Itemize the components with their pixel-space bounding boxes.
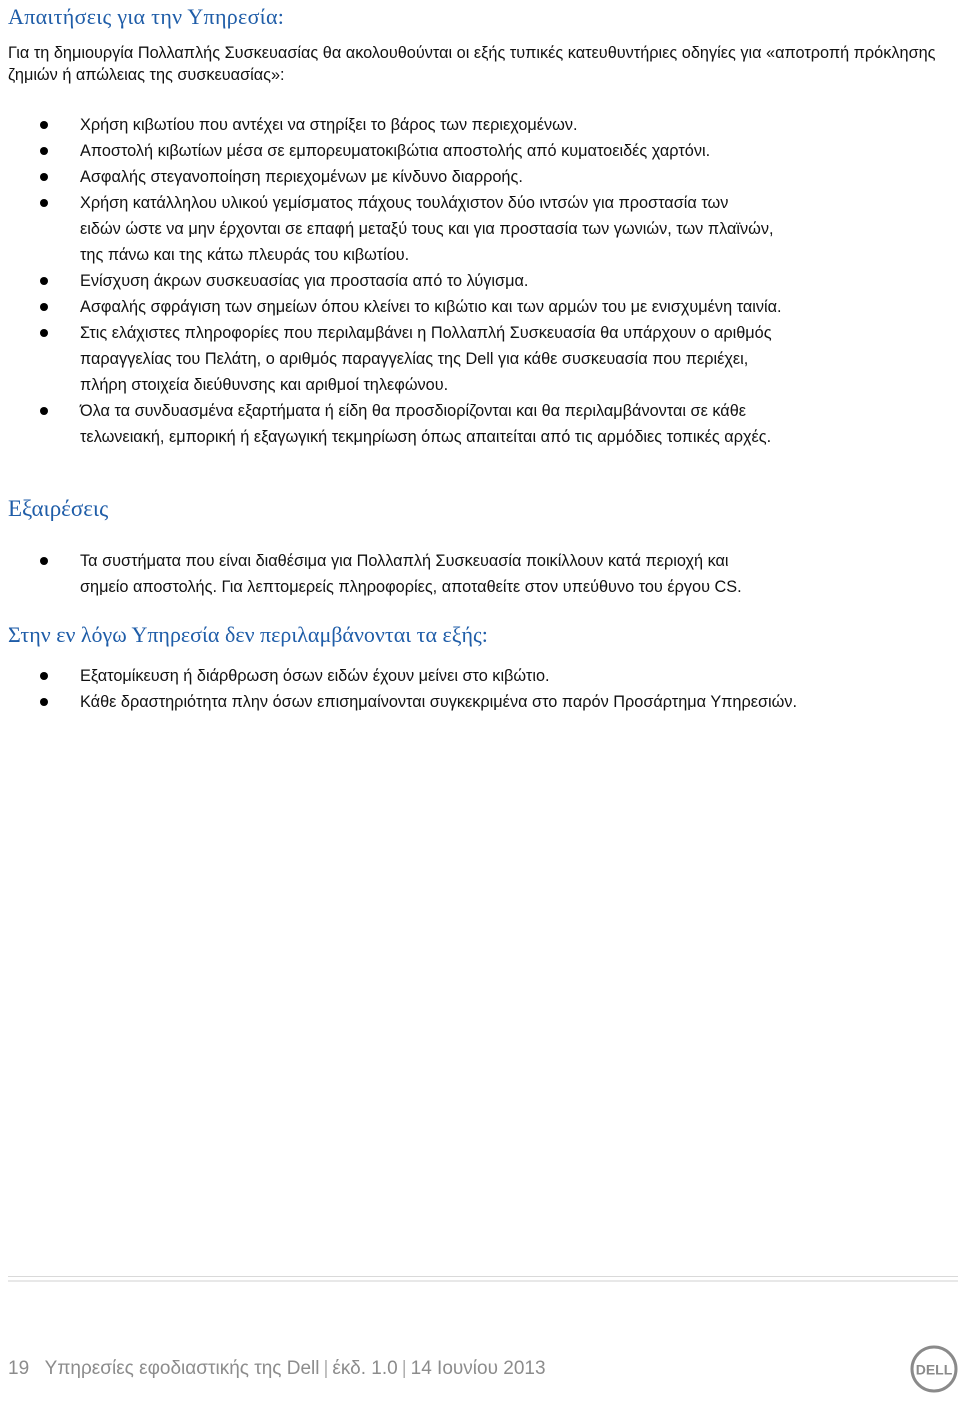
footer-divider — [8, 1276, 958, 1277]
document-title: Υπηρεσίες εφοδιαστικής της Dell — [44, 1358, 320, 1379]
bullet-icon — [40, 173, 48, 181]
list-item-line: Τα συστήματα που είναι διαθέσιμα για Πολλαπλή Συσκευασία ποικίλλουν κατά περιοχή και — [80, 552, 729, 570]
page-footer: 19 Υπηρεσίες εφοδιαστικής της Dell | έκδ. 1.0 | 14 Ιουνίου 2013 — [8, 1358, 546, 1379]
list-item-line: Ενίσχυση άκρων συσκευασίας για προστασία από το λύγισμα. — [80, 272, 529, 290]
list-item — [0, 138, 960, 164]
exceptions-heading: Εξαιρέσεις — [8, 496, 109, 521]
list-item-line: Κάθε δραστηριότητα πλην όσων επισημαίνονται συγκεκριμένα στο παρόν Προσάρτημα Υπηρεσιών. — [80, 693, 798, 711]
list-item-line: Όλα τα συνδυασμένα εξαρτήματα ή είδη θα προσδιορίζονται και θα περιλαμβάνονται σε κάθε — [80, 402, 747, 420]
list-item-line: Χρήση κατάλληλου υλικού γεμίσματος πάχους τουλάχιστον δύο ιντσών για προστασία των — [80, 194, 729, 212]
document-date: 14 Ιουνίου 2013 — [410, 1358, 546, 1379]
bullet-icon — [40, 303, 48, 311]
page-number: 19 — [8, 1358, 30, 1379]
bullet-icon — [40, 277, 48, 285]
bullet-icon — [40, 557, 48, 565]
list-item — [0, 164, 960, 190]
list-item — [0, 294, 960, 320]
list-item — [0, 268, 960, 294]
dell-logo — [910, 1336, 958, 1402]
list-item — [0, 112, 960, 138]
list-item-line: Εξατομίκευση ή διάρθρωση όσων ειδών έχουν μείνει στο κιβώτιο. — [80, 667, 550, 685]
list-item-line: τελωνειακή, εμπορική ή εξαγωγική τεκμηρίωση όπως απαιτείται από τις αρμόδιες τοπικές αρχές. — [80, 428, 772, 446]
bullet-icon — [40, 121, 48, 129]
bullet-icon — [40, 407, 48, 415]
requirements-heading: Απαιτήσεις για την Υπηρεσία: — [8, 4, 285, 29]
list-item — [0, 548, 960, 600]
exceptions-list — [0, 548, 960, 600]
list-item-line: Ασφαλής στεγανοποίηση περιεχομένων με κίνδυνο διαρροής. — [80, 168, 523, 186]
requirements-intro: Για τη δημιουργία Πολλαπλής Συσκευασίας θα ακολουθούνται οι εξής τυπικές κατευθυντήριες οδηγίες για «αποτροπή πρόκλησης ζημιών ή απώλειας της συσκευασίας»: — [8, 44, 936, 84]
document-edition: έκδ. 1.0 — [332, 1358, 398, 1379]
list-item-line: σημείο αποστολής. Για λεπτομερείς πληροφορίες, αποταθείτε στον υπεύθυνο του έργου CS. — [80, 578, 742, 596]
list-item — [0, 398, 960, 450]
list-item-line: Χρήση κιβωτίου που αντέχει να στηρίξει το βάρος των περιεχομένων. — [80, 116, 578, 134]
list-item — [0, 190, 960, 268]
bullet-icon — [40, 199, 48, 207]
bullet-icon — [40, 672, 48, 680]
not-included-list — [0, 663, 960, 715]
list-item — [0, 320, 960, 398]
not-included-heading: Στην εν λόγω Υπηρεσία δεν περιλαμβάνονται τα εξής: — [8, 622, 488, 647]
bullet-icon — [40, 698, 48, 706]
list-item-line: Ασφαλής σφράγιση των σημείων όπου κλείνει το κιβώτιο και των αρμών του με ενισχυμένη ταινία. — [80, 298, 782, 316]
list-item-line: παραγγελίας του Πελάτη, ο αριθμός παραγγελίας της Dell για κάθε συσκευασία που περιέχει, — [80, 350, 749, 368]
list-item-line: ειδών ώστε να μην έρχονται σε επαφή μεταξύ τους και για προστασία των γωνιών, των πλαϊνών, — [80, 220, 774, 238]
requirements-list — [0, 112, 960, 450]
list-item — [0, 689, 960, 715]
bullet-icon — [40, 147, 48, 155]
list-item-line: Στις ελάχιστες πληροφορίες που περιλαμβάνει η Πολλαπλή Συσκευασία θα υπάρχουν ο αριθμός — [80, 324, 772, 342]
list-item-line: Αποστολή κιβωτίων μέσα σε εμπορευματοκιβώτια αποστολής από κυματοειδές χαρτόνι. — [80, 142, 711, 160]
list-item — [0, 663, 960, 689]
list-item-line: πλήρη στοιχεία διεύθυνσης και αριθμοί τηλεφώνου. — [80, 376, 449, 394]
footer-divider-shadow — [8, 1280, 958, 1282]
dell-logo-text: DELL — [915, 1361, 953, 1378]
bullet-icon — [40, 329, 48, 337]
list-item-line: της πάνω και της κάτω πλευράς του κιβωτίου. — [80, 246, 410, 264]
